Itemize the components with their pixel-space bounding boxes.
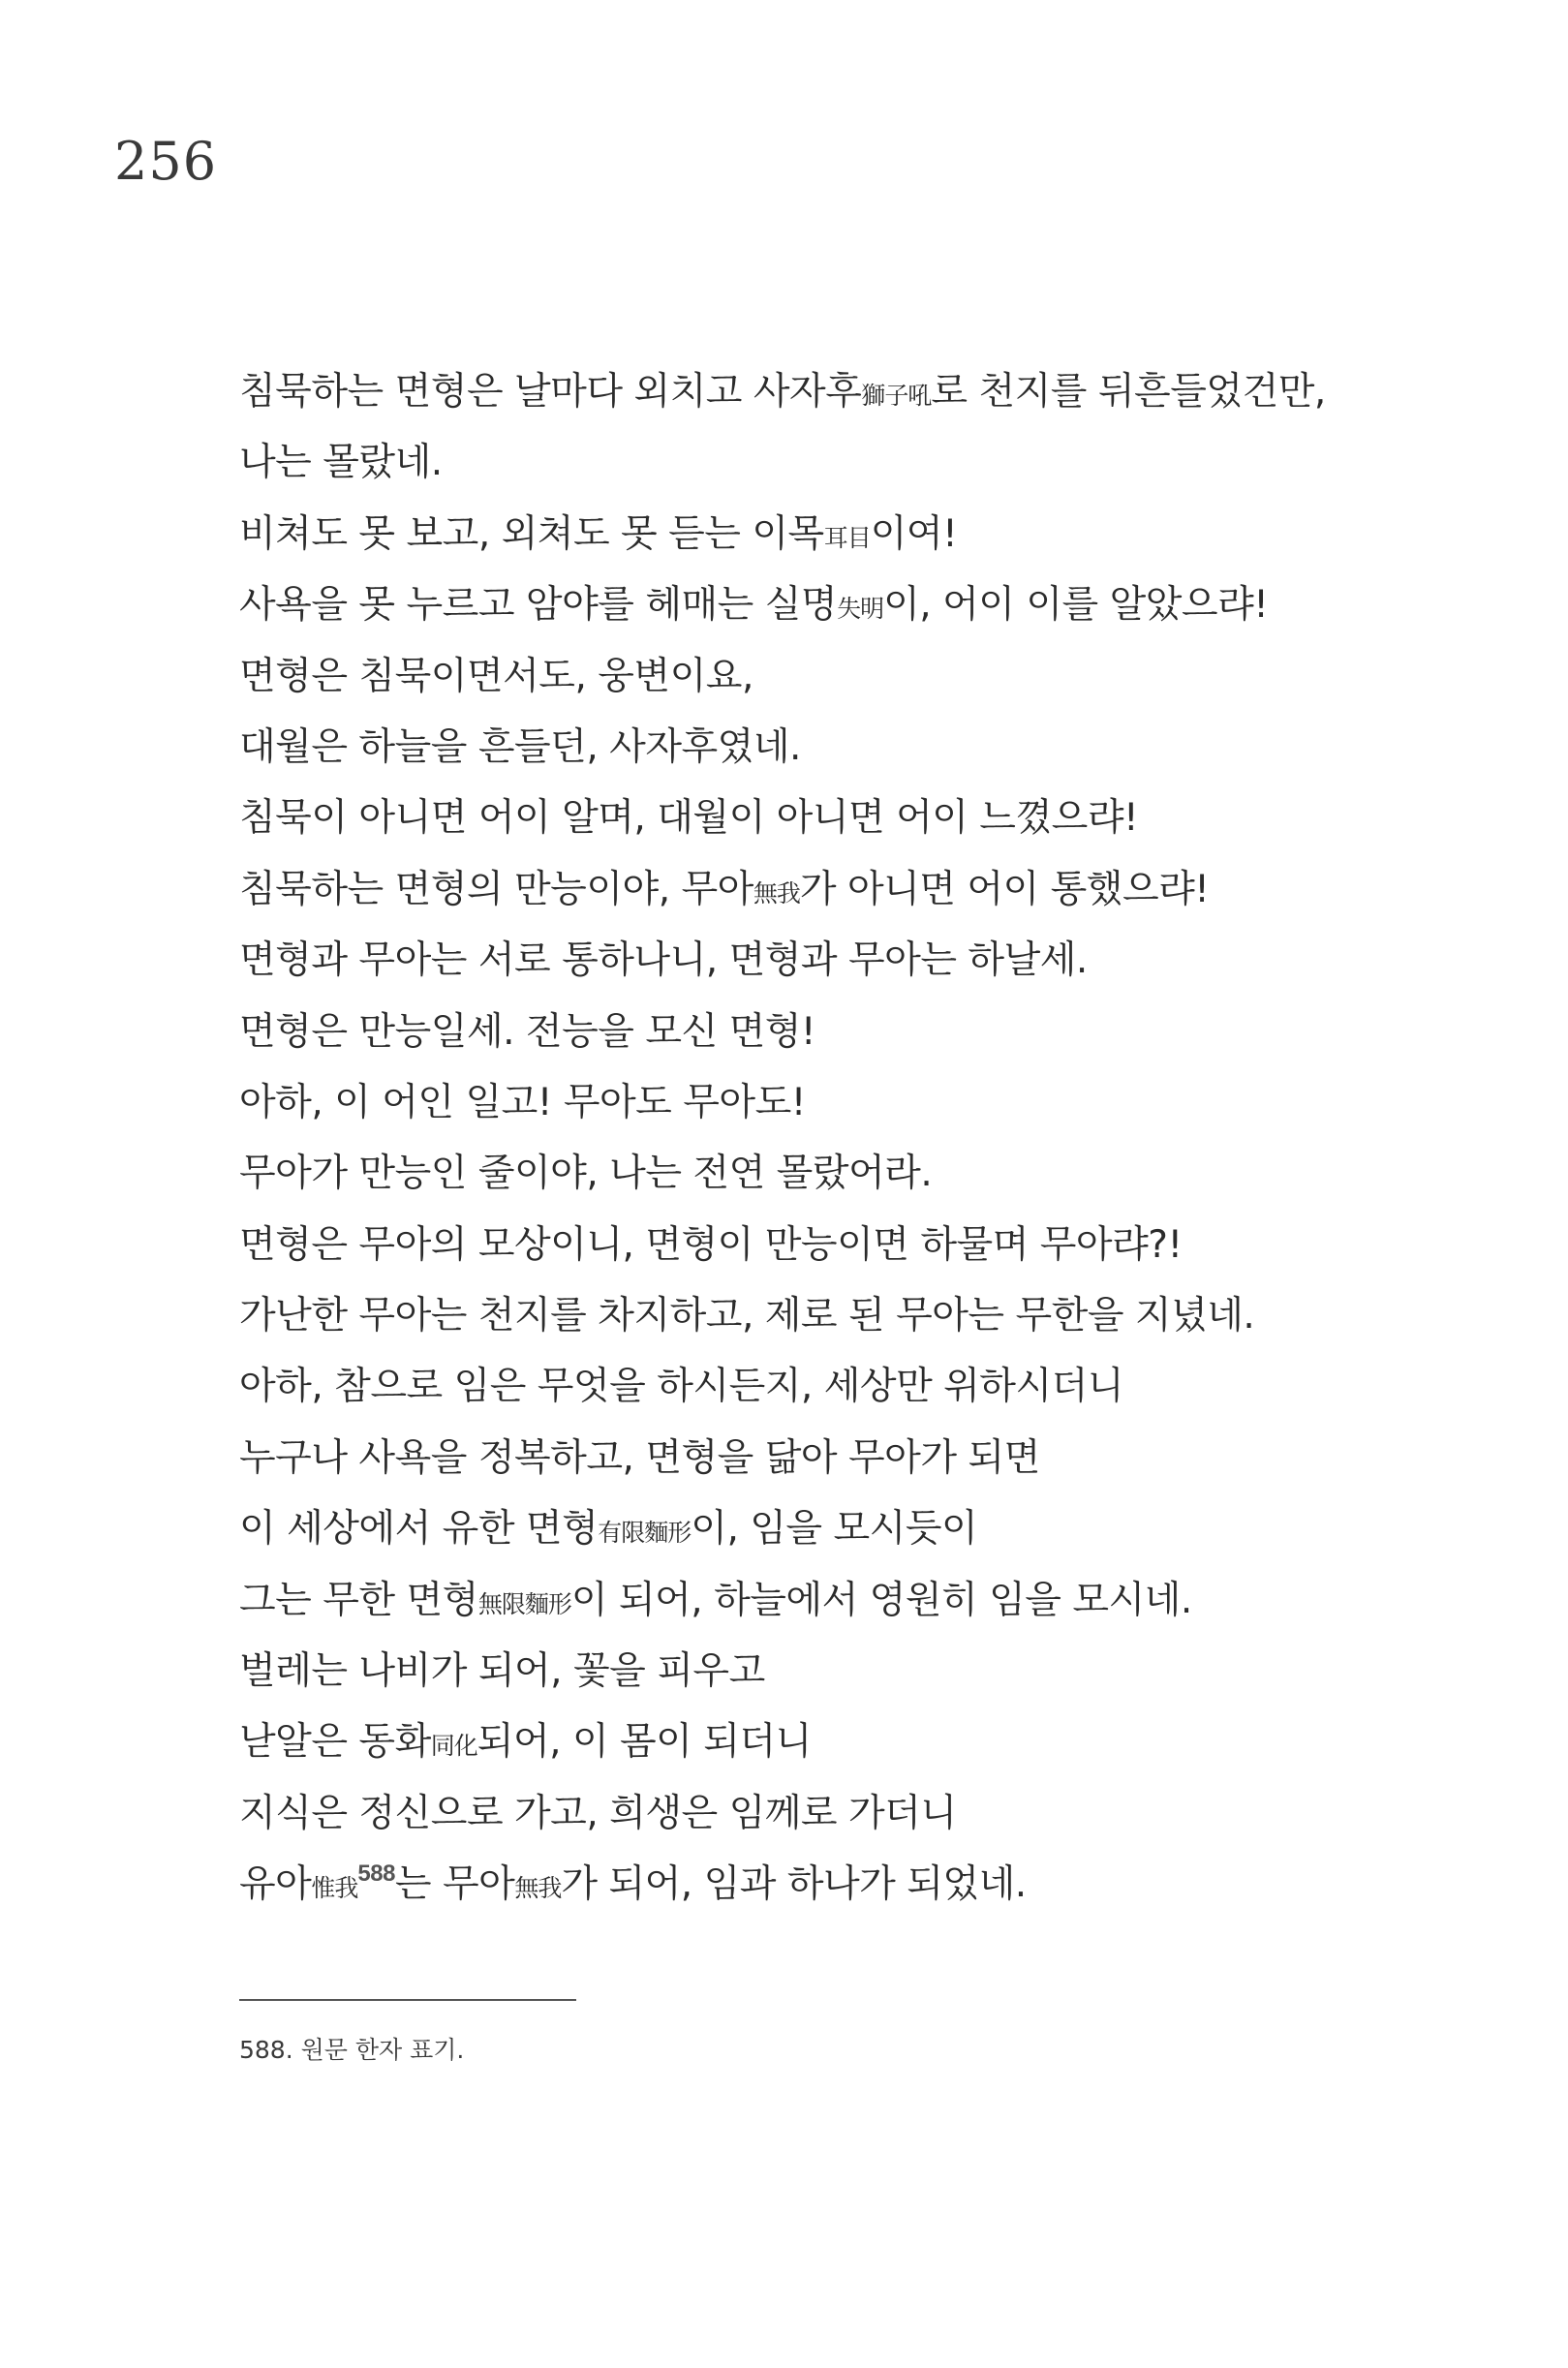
poem-text: 침묵하는 면형은 날마다 외치고 사자후 [239,370,862,414]
poem-text: 그는 무한 면형 [239,1578,478,1622]
page-number: 256 [114,131,218,192]
poem-text: 이, 어이 이를 알았으랴! [883,583,1269,628]
poem-text: 면형은 만능일세. 전능을 모신 면형! [239,1009,816,1054]
poem-line [239,997,1479,1067]
poem-text: 누구나 사욕을 정복하고, 면형을 닮아 무아가 되면 [239,1435,1040,1480]
poem-text: 아하, 참으로 임은 무엇을 하시든지, 세상만 위하시더니 [239,1365,1124,1409]
poem-line [239,712,1479,783]
poem-line [239,1636,1479,1707]
poem-line [239,854,1479,925]
poem-text: 는 무아 [394,1862,515,1907]
poem-line [239,1280,1479,1351]
poem-text: 침묵이 아니면 어이 알며, 대월이 아니면 어이 느꼈으랴! [239,796,1139,841]
poem-line [239,499,1479,569]
hanja-annotation: 獅子吼 [861,382,932,410]
hanja-annotation: 有限麵形 [598,1519,692,1548]
hanja-annotation: 無我 [514,1874,562,1903]
hanja-annotation: 耳目 [823,523,871,552]
poem-text: 가난한 무아는 천지를 차지하고, 제로 된 무아는 무한을 지녔네. [239,1294,1255,1338]
poem-line [239,925,1479,996]
hanja-annotation: 無限麵形 [477,1589,571,1618]
poem-text: 사욕을 못 누르고 암야를 헤매는 실명 [239,583,838,628]
poem-text: 면형은 무아의 모상이니, 면형이 만능이면 하물며 무아랴?! [239,1222,1183,1267]
poem-line [239,1493,1479,1564]
hanja-annotation: 無我 [753,878,800,907]
poem-text: 무아가 만능인 줄이야, 나는 전연 몰랐어라. [239,1152,933,1196]
poem-line [239,1210,1479,1280]
poem-text: 나는 몰랐네. [239,441,443,485]
hanja-annotation: 同化 [430,1732,477,1761]
poem-text: 아하, 이 어인 일고! 무아도 무아도! [239,1080,806,1124]
footnote-text: 588. 원문 한자 표기. [239,2036,465,2064]
footnote-reference[interactable]: 588 [357,1861,395,1888]
poem-line [239,569,1479,640]
footnote-divider [239,1999,576,2001]
hanja-annotation: 失明 [837,595,884,624]
poem-line [239,783,1479,853]
poem-line [239,1351,1479,1422]
poem-text: 가 아니면 어이 통했으랴! [799,867,1210,911]
poem-text: 낟알은 동화 [239,1720,431,1765]
poem-text: 대월은 하늘을 흔들던, 사자후였네. [239,724,801,769]
poem-text: 이, 임을 모시듯이 [691,1507,978,1552]
poem-line [239,1778,1479,1849]
poem-text: 비쳐도 못 보고, 외쳐도 못 듣는 이목 [239,511,824,556]
poem-line [239,641,1479,712]
hanja-annotation: 惟我 [311,1874,358,1903]
poem-line [239,1565,1479,1636]
poem-text: 이여! [870,511,958,556]
poem-line [239,1423,1479,1493]
poem-line [239,427,1479,498]
poem-text: 이 세상에서 유한 면형 [239,1507,599,1552]
poem-line [239,1138,1479,1209]
poem-line [239,1707,1479,1777]
poem-line [239,356,1479,427]
poem-text: 이 되어, 하늘에서 영원히 임을 모시네. [570,1578,1192,1622]
poem-text: 되어, 이 몸이 되더니 [477,1720,812,1765]
poem-text: 가 되어, 임과 하나가 되었네. [561,1862,1027,1907]
poem-line [239,1067,1479,1138]
poem-body [239,356,1479,1921]
poem-text: 면형은 침묵이면서도, 웅변이요, [239,654,753,698]
poem-text: 지식은 정신으로 가고, 희생은 임께로 가더니 [239,1791,957,1835]
poem-text: 침묵하는 면형의 만능이야, 무아 [239,867,753,911]
poem-line [239,1849,1479,1920]
poem-text: 벌레는 나비가 되어, 꽃을 피우고 [239,1649,765,1694]
poem-text: 유아 [239,1862,312,1907]
poem-text: 면형과 무아는 서로 통하나니, 면형과 무아는 하날세. [239,938,1088,983]
poem-text: 로 천지를 뒤흔들었건만, [931,370,1326,414]
